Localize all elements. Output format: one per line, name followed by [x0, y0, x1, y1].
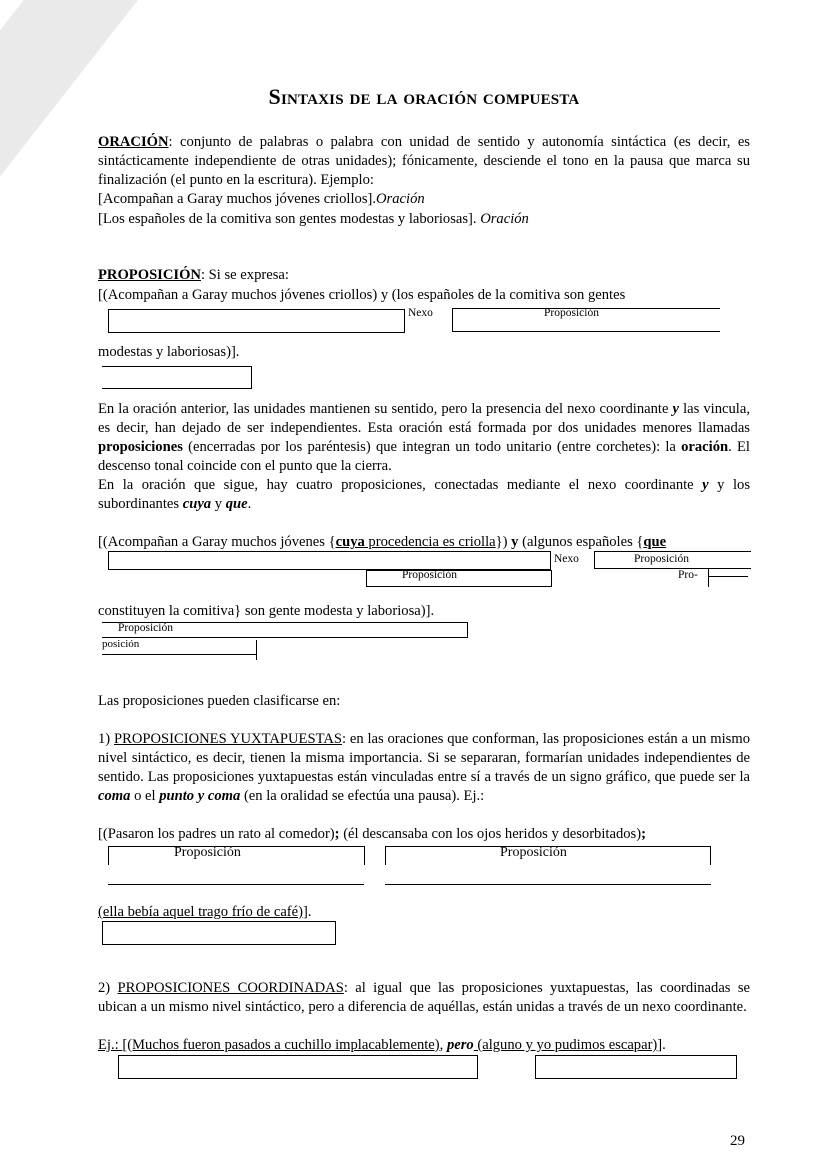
explanation-text: las vincula, es decir, han dejado de ser independientes. Esta oración está formada por dos unidades menores llamadas	[98, 401, 750, 436]
pro-label: Pro-	[678, 569, 698, 581]
explanation-text: . El descenso tonal coincide con el punto que la cierra.	[98, 439, 750, 474]
proposicion-label: Proposición	[500, 845, 567, 860]
explanation-text: y los subordinantes	[98, 477, 750, 512]
nexo-label: Nexo	[554, 553, 579, 565]
semicolon: ;	[641, 826, 646, 842]
yuxtapuestas-text: (en la oralidad se efectúa una pausa). Ej.:	[240, 788, 485, 804]
oracion-example-2-tag: Oración	[480, 211, 529, 227]
example-2-bracket-small-top	[708, 576, 748, 577]
explanation-text: y	[211, 496, 226, 512]
oracion-definition	[98, 133, 750, 190]
coord-bracket-2	[535, 1055, 737, 1079]
coordinadas-term: PROPOSICIONES COORDINADAS	[117, 980, 344, 996]
yux-bracket-2-bottom	[385, 884, 711, 885]
example-text: ,	[439, 1037, 447, 1053]
coordinadas-paragraph	[98, 979, 750, 1017]
yuxtapuestas-text: o el	[130, 788, 160, 804]
page-title: Sintaxis de la oración compuesta	[268, 84, 580, 109]
yux-bracket-3	[102, 921, 336, 945]
example-2-bracket-inner-left	[366, 570, 367, 587]
example-2-bracket-small-left	[708, 569, 709, 587]
proposicion-bracket-3-right	[251, 366, 252, 389]
punto-y-coma-term: punto y coma	[159, 788, 241, 804]
proposiciones-term: proposiciones	[98, 439, 183, 455]
yuxtapuestas-text: : en las oraciones que conforman, las proposiciones están a un mismo nivel sintáctico, es decir, tienen la misma importancia. Si se separaran, formarían unidades independientes de sentido. Las proposiciones yuxtapuestas están vinculadas entre sí a través de un signo gráfico, que puede ser la	[98, 731, 750, 785]
explanation-text: (encerradas por los paréntesis) que integran un todo unitario (entre corchetes): la	[182, 439, 682, 455]
example-2-bracket-inner-bottom	[366, 586, 552, 587]
oracion-example-1-text: [Acompañan a Garay muchos jóvenes criollos].	[98, 191, 377, 207]
oracion-example-2-text: [Los españoles de la comitiva son gentes modestas y laboriosas].	[98, 211, 481, 227]
proposicion-label: Proposición	[402, 569, 457, 581]
example-text: ].	[657, 1037, 666, 1053]
coma-term: coma	[98, 788, 131, 804]
example-2-line-1	[98, 533, 666, 552]
oracion-example-1-tag: Oración	[376, 191, 425, 207]
example-text: (algunos españoles {	[518, 534, 644, 550]
proposicion-label: Proposición	[634, 553, 689, 565]
yuxtapuestas-example-line-2	[98, 903, 312, 922]
proposicion-example-line-1: [(Acompañan a Garay muchos jóvenes criollos) y (los españoles de la comitiva son gentes	[98, 287, 626, 303]
proposicion-bracket-3-top	[102, 366, 252, 367]
yux-bracket-2-left	[385, 846, 386, 865]
section-number: 2)	[98, 980, 118, 996]
example-2-bracket-c-bottom	[102, 637, 468, 638]
example-text: procedencia es criolla	[364, 534, 496, 550]
classification-intro: Las proposiciones pueden clasificarse en:	[98, 693, 341, 709]
proposicion-intro: : Si se expresa:	[200, 267, 289, 283]
example-2-bracket-c-right	[467, 622, 468, 638]
proposicion-bracket-2-bottom	[452, 331, 720, 332]
coord-bracket-1	[118, 1055, 478, 1079]
explanation-paragraph-1	[98, 400, 750, 476]
page-number: 29	[730, 1133, 745, 1149]
proposicion-heading	[98, 266, 289, 285]
nexo-y: y	[702, 477, 709, 493]
example-2-bracket-main	[108, 551, 551, 570]
example-2-bracket-inner-right	[551, 570, 552, 587]
example-text: [(Acompañan a Garay muchos jóvenes {	[98, 534, 336, 550]
oracion-definition-text: : conjunto de palabras o palabra con unidad de sentido y autonomía sintáctica (es decir, es sintácticamente independiente de otras unidades); fónicamente, desciende el tono en la pausa que marca su finalización (el punto en la escritura). Ejemplo:	[98, 134, 750, 188]
section-number: 1)	[98, 731, 114, 747]
nexo-y: y	[511, 534, 519, 550]
proposicion-term: PROPOSICIÓN	[98, 267, 201, 283]
example-text: [(Muchos fueron pasados a cuchillo implacablemente)	[122, 1037, 440, 1053]
yuxtapuestas-term: PROPOSICIONES YUXTAPUESTAS	[113, 731, 342, 747]
coordinadas-example	[98, 1036, 666, 1055]
yux-bracket-2-right	[710, 846, 711, 865]
explanation-text: En la oración que sigue, hay cuatro proposiciones, conectadas mediante el nexo coordinante	[98, 477, 703, 493]
yuxtapuestas-example-line-1	[98, 825, 646, 844]
proposicion-bracket-3-bottom	[102, 388, 252, 389]
nexo-label: Nexo	[408, 307, 433, 319]
proposicion-label: Proposición	[544, 307, 599, 319]
explanation-paragraph-2	[98, 476, 750, 514]
subordinante-que: que	[225, 496, 248, 512]
nexo-y: y	[672, 401, 679, 417]
semicolon: ;	[334, 826, 340, 842]
example-2-bracket-d-right	[256, 640, 257, 660]
explanation-text: En la oración anterior, las unidades mantienen su sentido, pero la presencia del nexo coordinante	[98, 401, 673, 417]
oracion-example-1	[98, 190, 425, 209]
example-text: (él descansaba con los ojos heridos y desorbitados)	[339, 826, 642, 842]
subordinante-que: que	[643, 534, 667, 550]
example-2-bracket-inner-top	[366, 570, 552, 571]
yuxtapuestas-paragraph	[98, 730, 750, 806]
example-text: (alguno y yo pudimos escapar)	[473, 1037, 658, 1053]
yux-bracket-1-bottom	[108, 884, 364, 885]
yux-bracket-1-left	[108, 846, 109, 865]
oracion-example-2	[98, 210, 529, 229]
proposicion-bracket-1	[108, 309, 405, 333]
example-prefix: Ej.:	[98, 1037, 123, 1053]
example-text: ].	[303, 904, 312, 920]
subordinante-cuya: cuya	[335, 534, 365, 550]
proposicion-example-line-2: modestas y laboriosas)].	[98, 344, 240, 360]
example-2-bracket-d-bottom	[102, 654, 257, 655]
example-text: [(Pasaron los padres un rato al comedor)	[98, 826, 335, 842]
oracion-term-bold: oración	[681, 439, 729, 455]
oracion-term: ORACIÓN	[98, 134, 169, 150]
coordinadas-text: : al igual que las proposiciones yuxtapuestas, las coordinadas se ubican a un mismo nivel sintáctico, pero a diferencia de aquéllas, están unidas a través de un nexo coordinante.	[98, 980, 750, 1015]
example-text: })	[495, 534, 512, 550]
proposicion-bracket-2-left	[452, 308, 453, 332]
subordinante-cuya: cuya	[182, 496, 212, 512]
proposicion-label: Proposición	[174, 845, 241, 860]
explanation-text: .	[247, 496, 252, 512]
posicion-label: posición	[102, 638, 140, 650]
proposicion-label: Proposición	[118, 622, 173, 634]
example-text: (ella bebía aquel trago frío de café)	[98, 904, 304, 920]
yux-bracket-1-right	[364, 846, 365, 865]
example-2-line-2: constituyen la comitiva} son gente modesta y laboriosa)].	[98, 603, 435, 619]
nexo-pero: pero	[446, 1037, 474, 1053]
